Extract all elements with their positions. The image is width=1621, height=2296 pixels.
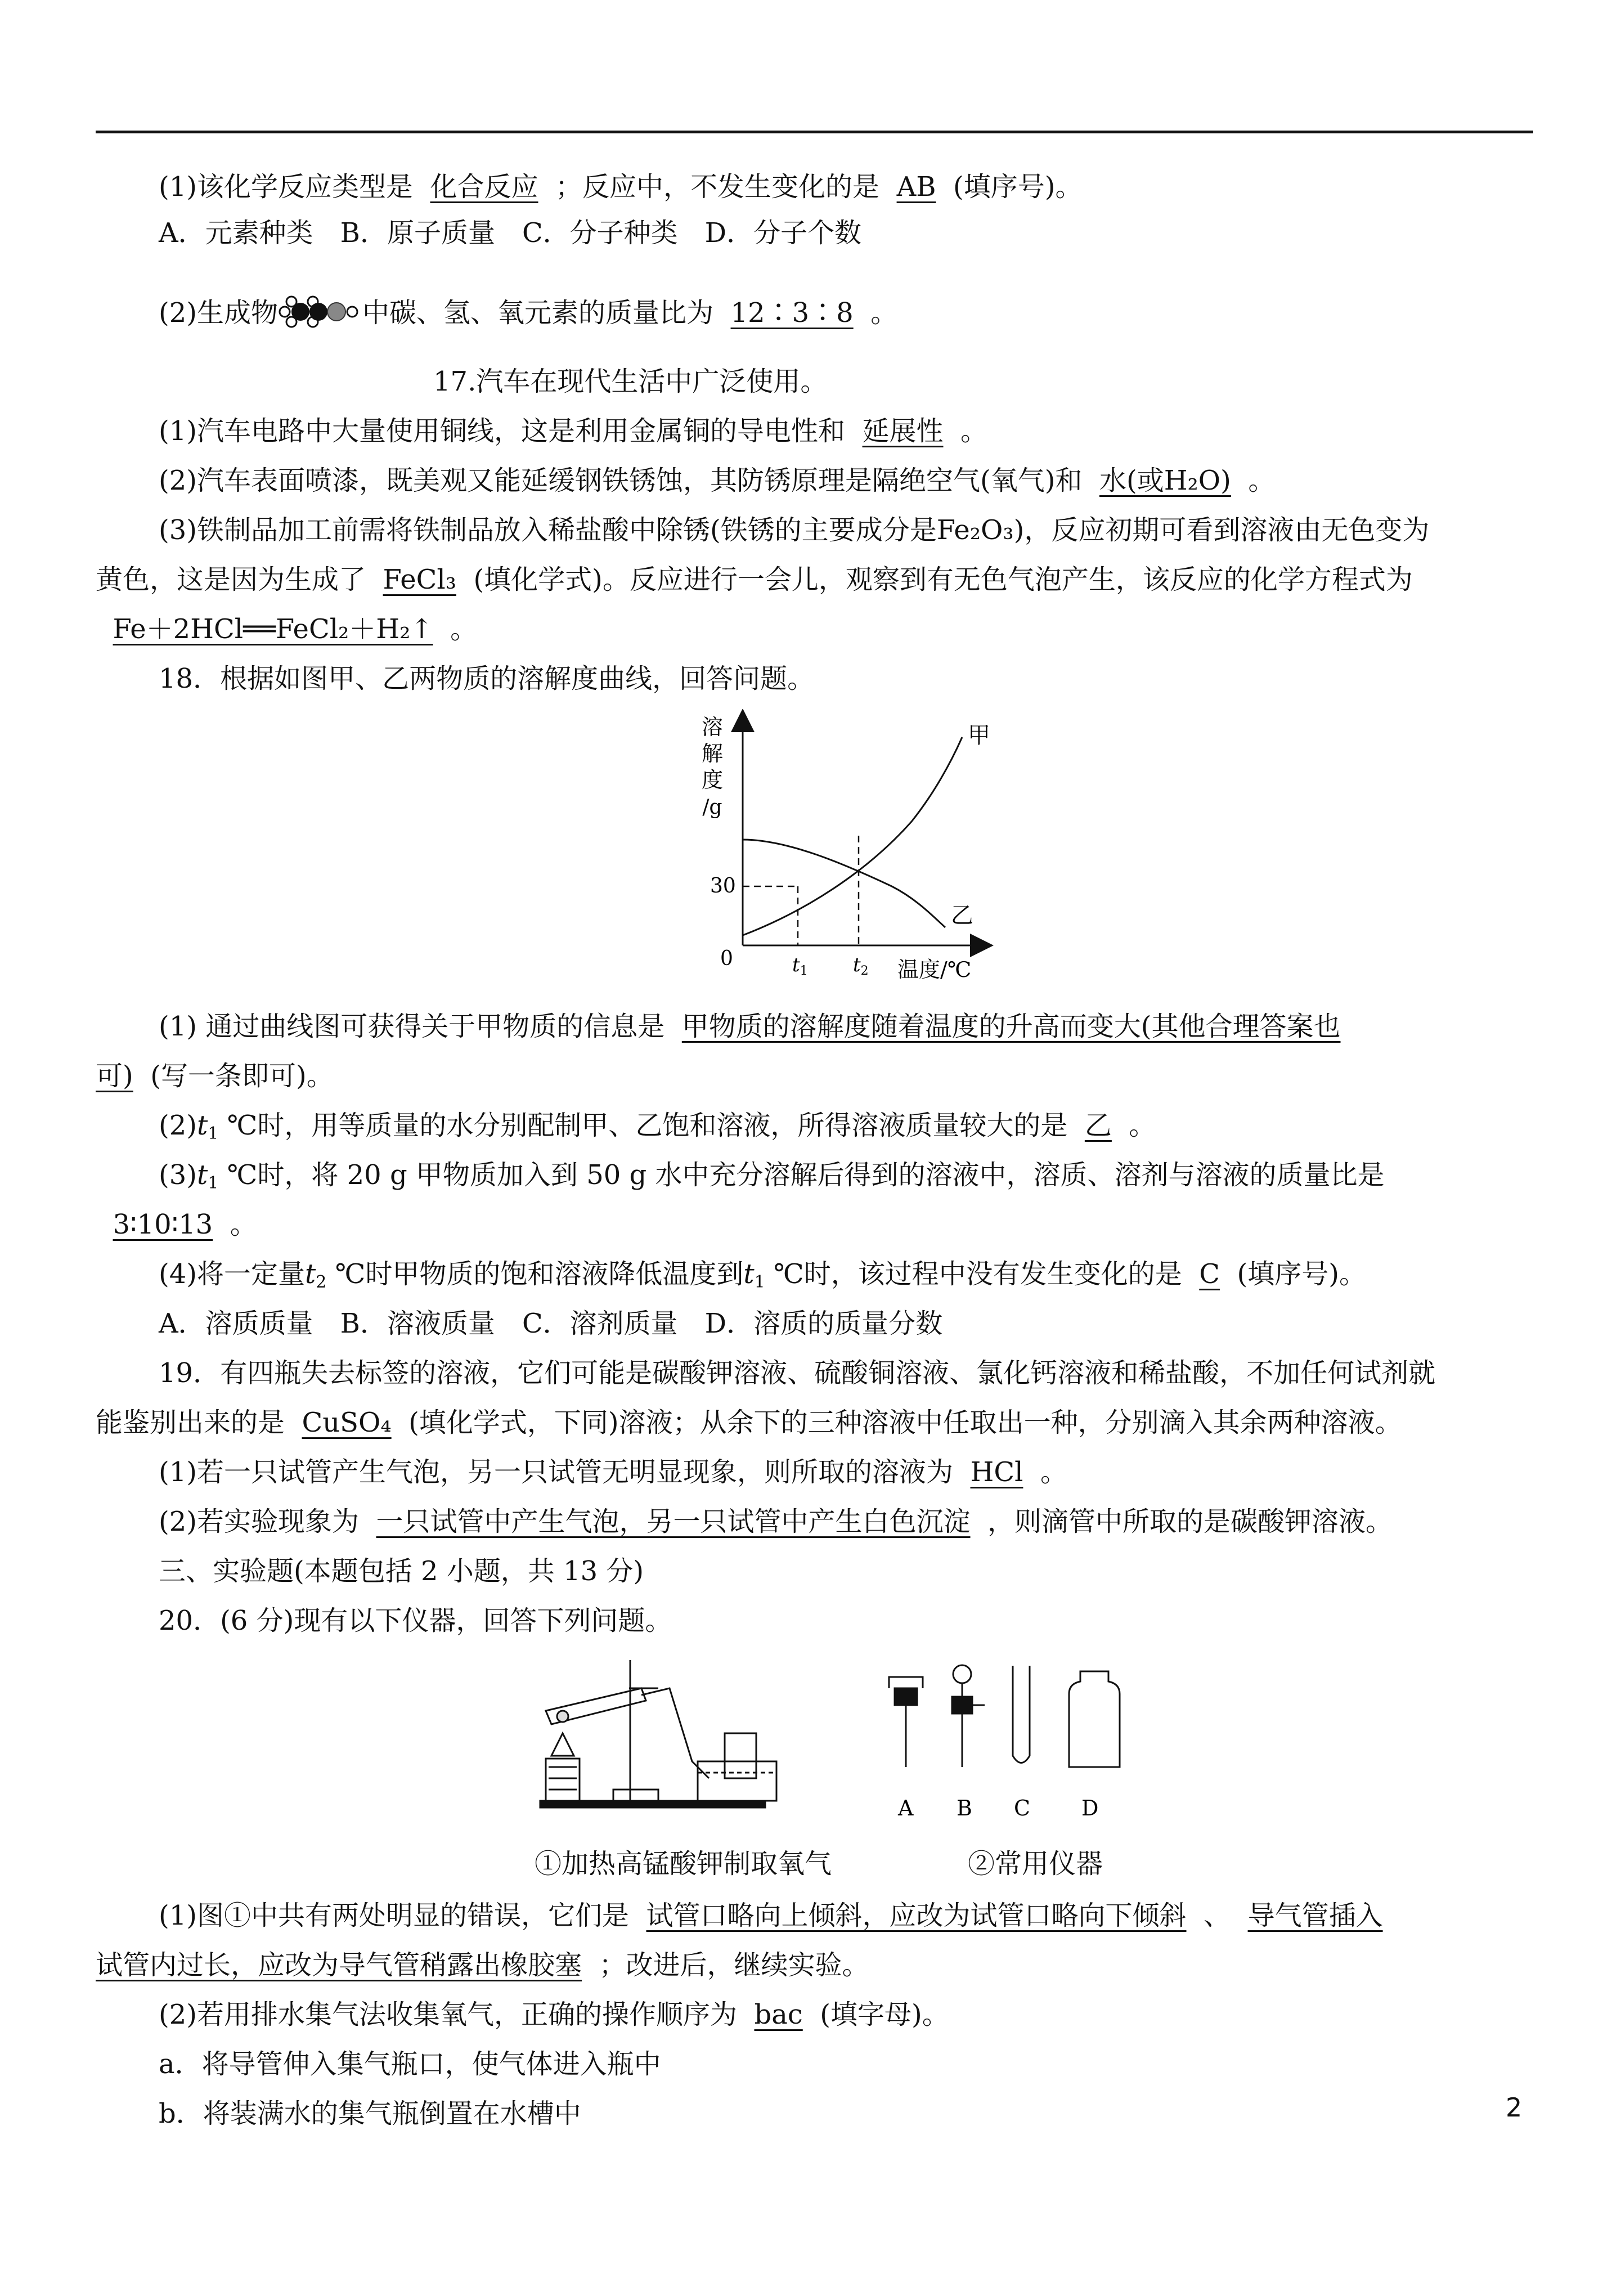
section-heading: 三、实验题(本题包括 2 小题，共 13 分) <box>159 1555 644 1587</box>
q20-option-a: a．将导管伸入集气瓶口，使气体进入瓶中 <box>159 2048 661 2080</box>
molecule-icon <box>278 294 362 330</box>
x-tick-label-t1: t1 <box>792 954 808 978</box>
instrument-label-d: D <box>1081 1796 1099 1820</box>
q18-part2: $(2)t_1$ ℃时，用等质量的水分别配制甲、乙饱和溶液，所得溶液质量较大的是 乙 。 <box>159 1110 1156 1143</box>
q18-part1-line2: 可) (写一条即可)。 <box>96 1060 334 1092</box>
x-axis-label: 温度/℃ <box>897 957 972 982</box>
instrument-label-b: B <box>957 1796 972 1820</box>
q17-part1: (1)汽车电路中大量使用铜线，这是利用金属铜的导电性和 延展性 。 <box>159 415 988 447</box>
series-line-jia <box>743 737 962 935</box>
figure-caption-2: ②常用仪器 <box>968 1848 1103 1880</box>
q20-part1-line2: 试管内过长，应改为导气管稍露出橡胶塞 ；改进后，继续实验。 <box>96 1949 869 1981</box>
series-label-jia: 甲 <box>968 723 990 748</box>
q16-answer-2: AB <box>896 171 936 203</box>
instrument-label-a: A <box>898 1796 914 1820</box>
top-rule <box>96 131 1533 133</box>
q18-title: 18．根据如图甲、乙两物质的溶解度曲线，回答问题。 <box>159 663 815 694</box>
q19-line2: 能鉴别出来的是 CuSO₄ (填化学式，下同)溶液；从余下的三种溶液中任取出一种，分别滴入其余两种溶液。 <box>96 1407 1402 1438</box>
y-axis-label-char: 溶 <box>701 715 724 739</box>
figure-caption-1: ①加热高锰酸钾制取氧气 <box>535 1848 832 1880</box>
q17-part3-line3: Fe＋2HCl══FeCl₂＋H₂↑ 。 <box>113 613 478 645</box>
q17-part3-line2: 黄色，这是因为生成了 FeCl₃ (填化学式)。反应进行一会儿，观察到有无色气泡产生，该反应的化学方程式为 <box>96 564 1413 595</box>
q16-part1: (1)该化学反应类型是 化合反应 ；反应中，不发生变化的是 AB (填序号)。 <box>159 171 1083 203</box>
instrument-b <box>952 1665 985 1767</box>
q17-part3-line1: (3)铁制品加工前需将铁制品放入稀盐酸中除锈(铁锈的主要成分是Fe₂O₃)，反应初期可看到溶液由无色变为 <box>159 514 1430 546</box>
heating-apparatus <box>540 1660 776 1808</box>
y-axis-label-char: /g <box>702 796 722 819</box>
series-line-yi <box>743 840 945 927</box>
y-axis-label-char: 解 <box>701 741 724 766</box>
solubility-chart <box>698 709 1013 990</box>
q18-part4: (4)将一定量$t_2$ ℃时甲物质的饱和溶液降低温度到$t_1$ ℃时，该过程中没有发生变化的是 C (填序号)。 <box>159 1258 1366 1292</box>
q20-title: 20．(6 分)现有以下仪器，回答下列问题。 <box>159 1605 672 1636</box>
instrument-d-gas-bottle <box>1069 1671 1120 1767</box>
apparatus-figure <box>529 1649 1193 1823</box>
instrument-a <box>889 1677 923 1767</box>
q16-options: A．元素种类 B．原子质量 C．分子种类 D．分子个数 <box>159 217 862 249</box>
q17-title: 17.汽车在现代生活中广泛使用。 <box>433 366 828 397</box>
q20-option-b: b．将装满水的集气瓶倒置在水槽中 <box>159 2098 581 2129</box>
q18-part3-line2: 3∶10∶13 。 <box>113 1209 257 1240</box>
q18-options: A．溶质质量 B．溶液质量 C．溶剂质量 D．溶质的质量分数 <box>159 1308 943 1339</box>
origin-label: 0 <box>720 947 733 970</box>
q20-part1-line1: (1)图①中共有两处明显的错误，它们是 试管口略向上倾斜，应改为试管口略向下倾斜 、 导气管插入 <box>159 1900 1383 1931</box>
instrument-label-c: C <box>1014 1796 1031 1820</box>
q19-part1: (1)若一只试管产生气泡，另一只试管无明显现象，则所取的溶液为 HCl 。 <box>159 1456 1067 1488</box>
y-tick-label: 30 <box>710 875 736 898</box>
q20-part2: (2)若用排水集气法收集氧气，正确的操作顺序为 bac (填字母)。 <box>159 1999 949 2030</box>
q16-answer-1: 化合反应 <box>430 171 538 203</box>
x-tick-label-t2: t2 <box>853 954 869 978</box>
q19-line1: 19．有四瓶失去标签的溶液，它们可能是碳酸钾溶液、硫酸铜溶液、氯化钙溶液和稀盐酸，不加任何试剂就 <box>159 1357 1436 1389</box>
q16-answer-3: 12∶3∶8 <box>730 297 854 329</box>
q17-part2: (2)汽车表面喷漆，既美观又能延缓钢铁锈蚀，其防锈原理是隔绝空气(氧气)和 水(或H₂O) 。 <box>159 465 1276 496</box>
instrument-c-test-tube <box>1013 1666 1030 1763</box>
q18-part1-line1: (1) 通过曲线图可获得关于甲物质的信息是 甲物质的溶解度随着温度的升高而变大(其他合理答案也 <box>159 1011 1341 1042</box>
q19-part2: (2)若实验现象为 一只试管中产生气泡，另一只试管中产生白色沉淀 ，则滴管中所取的是碳酸钾溶液。 <box>159 1506 1393 1537</box>
q18-part3-line1: $(3)t_1$ ℃时，将 20 g 甲物质加入到 50 g 水中充分溶解后得到的溶液中，溶质、溶剂与溶液的质量比是 <box>159 1159 1385 1193</box>
y-axis-label-char: 度 <box>701 768 724 792</box>
y-axis-label <box>702 715 723 819</box>
q17-equation: Fe＋2HCl══FeCl₂＋H₂↑ <box>113 613 433 645</box>
series-label-yi: 乙 <box>951 903 973 929</box>
q16-part2: (2)生成物 中碳、氢、氧元素的质量比为 12∶3∶8 。 <box>159 294 897 331</box>
page-number: 2 <box>1506 2092 1523 2123</box>
